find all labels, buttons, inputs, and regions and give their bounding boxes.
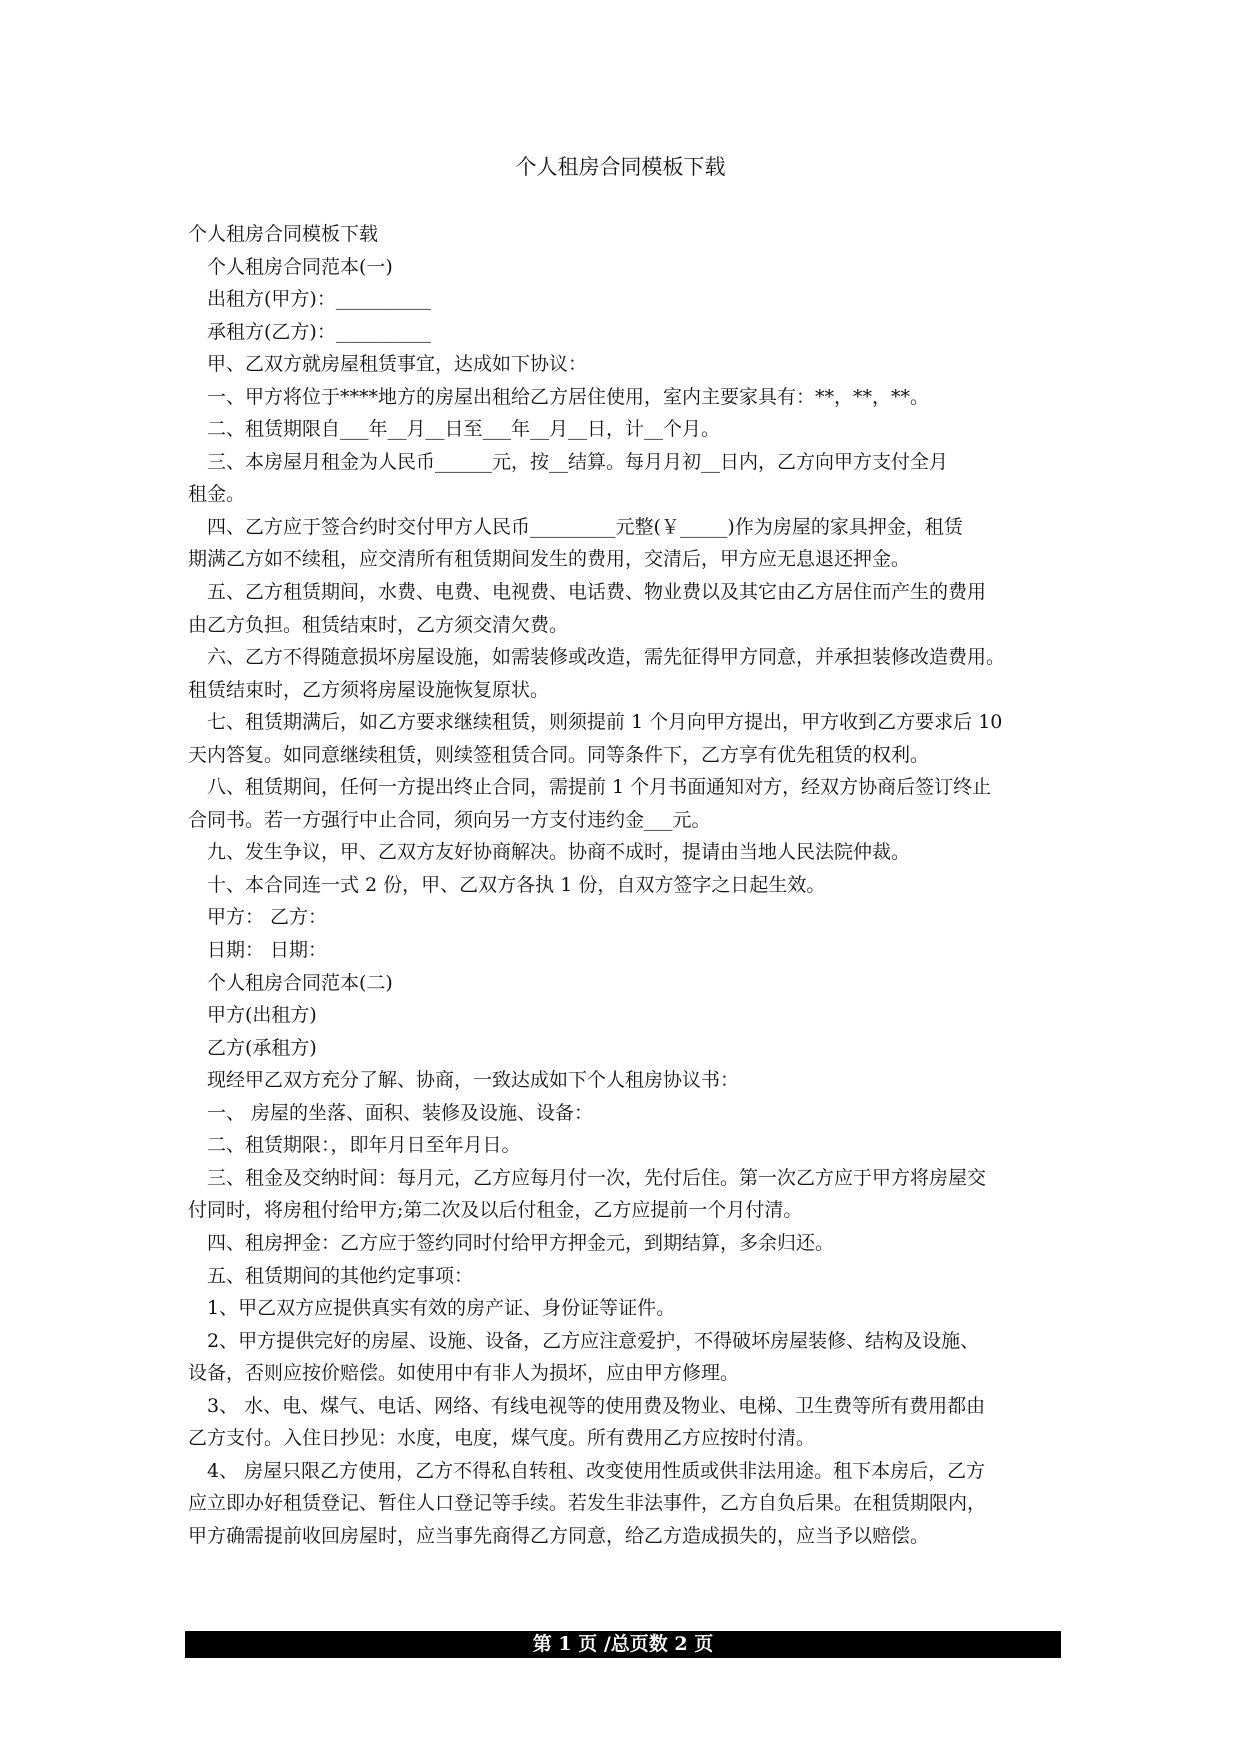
document-line: 天内答复。如同意继续租赁，则续签租赁合同。同等条件下，乙方享有优先租赁的权利。 xyxy=(188,743,930,766)
document-line: 一、 房屋的坐落、面积、装修及设施、设备： xyxy=(207,1101,594,1124)
document-line: 甲方： 乙方： xyxy=(207,906,328,929)
document-line: 五、乙方租赁期间，水费、电费、电视费、电话费、物业费以及其它由乙方居住而产生的费用 xyxy=(207,581,987,604)
document-line: 三、租金及交纳时间：每月元，乙方应每月付一次，先付后住。第一次乙方应于甲方将房屋交 xyxy=(207,1166,987,1189)
document-line: 四、乙方应于签合约时交付甲方人民币_________元整(￥_____)作为房屋的家具押金，租赁 xyxy=(207,515,963,538)
document-line: 3、 水、电、煤气、电话、网络、有线电视等的使用费及物业、电梯、卫生费等所有费用都由 xyxy=(207,1394,986,1417)
document-line: 应立即办好租赁登记、暂住人口登记等手续。若发生非法事件，乙方自负后果。在租赁期限内， xyxy=(188,1492,987,1515)
document-line: 承租方(乙方)：__________ xyxy=(207,320,431,343)
document-line: 七、租赁期满后，如乙方要求继续租赁，则须提前 1 个月向甲方提出，甲方收到乙方要求后 10 xyxy=(207,711,1003,734)
document-line: 甲、乙双方就房屋租赁事宜，达成如下协议： xyxy=(207,353,588,376)
document-line: 个人租房合同模板下载 xyxy=(188,223,379,245)
document-line: 二、租赁期限自___年__月__日至___年__月__日，计__个月。 xyxy=(207,418,721,441)
page-footer-bar xyxy=(185,1631,1061,1658)
document-line: 设备，否则应按价赔偿。如使用中有非人为损坏，应由甲方修理。 xyxy=(188,1362,740,1385)
document-line: 四、租房押金：乙方应于签约同时付给甲方押金元，到期结算，多余归还。 xyxy=(207,1231,835,1254)
document-line: 租赁结束时，乙方须将房屋设施恢复原状。 xyxy=(188,678,550,701)
document-line: 付同时，将房租付给甲方;第二次及以后付租金，乙方应提前一个月付清。 xyxy=(188,1199,803,1222)
document-line: 由乙方负担。租赁结束时，乙方须交清欠费。 xyxy=(188,613,569,636)
document-line: 个人租房合同范本(一) xyxy=(207,255,393,278)
document-line: 九、发生争议，甲、乙双方友好协商解决。协商不成时，提请由当地人民法院仲裁。 xyxy=(207,841,911,864)
document-line: 乙方(承租方) xyxy=(207,1036,317,1059)
document-line: 甲方(出租方) xyxy=(207,1004,317,1027)
document-line: 五、租赁期间的其他约定事项： xyxy=(207,1264,474,1287)
document-line: 个人租房合同范本(二) xyxy=(207,971,393,994)
document-line: 八、租赁期间，任何一方提出终止合同，需提前 1 个月书面通知对方，经双方协商后签订终止 xyxy=(207,776,992,799)
document-title: 个人租房合同模板下载 xyxy=(515,155,726,179)
document-line: 十、本合同连一式 2 份，甲、乙双方各执 1 份，自双方签字之日起生效。 xyxy=(207,873,826,896)
document-line: 租金。 xyxy=(188,483,246,506)
document-line: 乙方支付。入住日抄见：水度，电度，煤气度。所有费用乙方应按时付清。 xyxy=(188,1427,816,1450)
document-line: 一、甲方将位于****地方的房屋出租给乙方居住使用，室内主要家具有：**，**，**。 xyxy=(207,385,930,408)
document-line: 4、 房屋只限乙方使用，乙方不得私自转租、改变使用性质或供非法用途。租下本房后，乙方 xyxy=(207,1459,986,1482)
page-number-label: 第 1 页 /总页数 2 页 xyxy=(532,1633,714,1655)
document-line: 二、租赁期限：，即年月日至年月日。 xyxy=(207,1134,521,1157)
document-line: 期满乙方如不续租，应交清所有租赁期间发生的费用，交清后，甲方应无息退还押金。 xyxy=(188,548,911,571)
document-body xyxy=(188,218,1068,1552)
document-line: 日期： 日期： xyxy=(207,939,328,962)
document-line: 合同书。若一方强行中止合同，须向另一方支付违约金___元。 xyxy=(188,808,711,831)
document-line: 出租方(甲方)：__________ xyxy=(207,288,431,311)
document-line: 三、本房屋月租金为人民币______元，按__结算。每月月初__日内，乙方向甲方支付全月 xyxy=(207,450,949,473)
document-line: 现经甲乙双方充分了解、协商，一致达成如下个人租房协议书： xyxy=(207,1069,740,1092)
document-line: 1、甲乙双方应提供真实有效的房产证、身份证等证件。 xyxy=(207,1297,676,1320)
document-line: 2、甲方提供完好的房屋、设施、设备，乙方应注意爱护，不得破坏房屋装修、结构及设施、 xyxy=(207,1329,980,1352)
document-line: 甲方确需提前收回房屋时，应当事先商得乙方同意，给乙方造成损失的，应当予以赔偿。 xyxy=(188,1524,930,1547)
document-line: 六、乙方不得随意损坏房屋设施，如需装修或改造，需先征得甲方同意，并承担装修改造费用。 xyxy=(207,646,1006,669)
